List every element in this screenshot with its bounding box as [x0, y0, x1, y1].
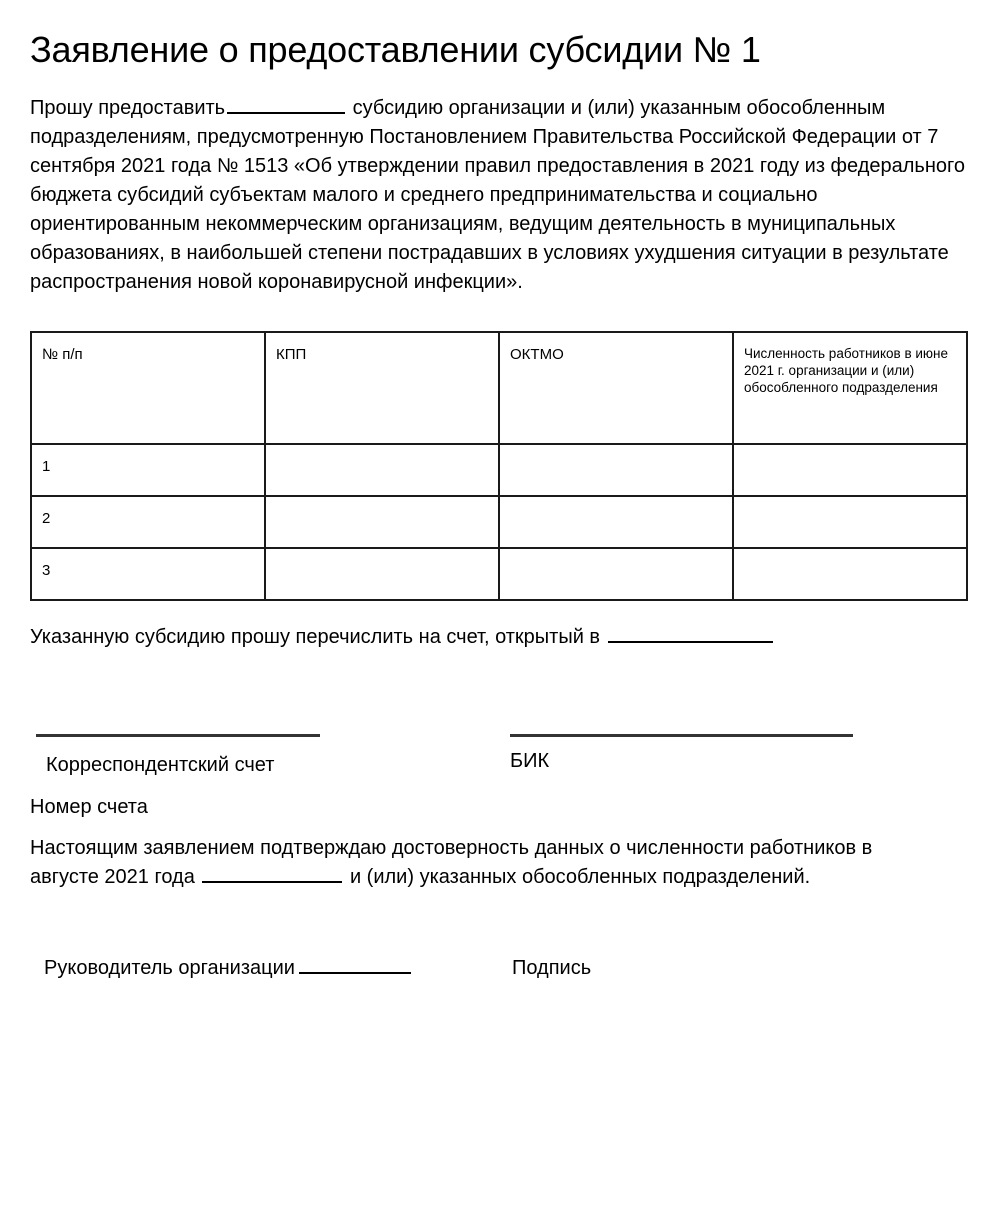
transfer-instruction — [30, 623, 970, 652]
intro-text-part2: субсидию организации и (или) указанным обособленным подразделениям, предусмотренную Постановлением Правительства Российской Федерации от 7 сентября 2021 года № 1513 «Об утверждении правил предоставления в 2021 году из федерального бюджета субсидий субъектам малого и среднего предпринимательства и социально ориентированным некоммерческим организациям, ведущим деятельность в муниципальных образованиях, в наибольшей степени пострадавших в условиях ухудшения ситуации в результате распространения новой коронавирусной инфекции». — [30, 97, 965, 293]
table-cell-number — [31, 496, 265, 548]
transfer-instruction-text: Указанную субсидию прошу перечислить на счет, открытый в — [30, 626, 601, 648]
table-header-cell-employee-count — [733, 332, 967, 444]
table-header — [31, 332, 967, 444]
table-cell-oktmo[interactable] — [499, 496, 733, 548]
table-cell-value-kpp — [276, 509, 488, 528]
table-cell-value-oktmo — [510, 561, 722, 580]
bank-details-block — [30, 696, 970, 826]
bank-name-blank[interactable] — [608, 626, 773, 643]
intro-text-part1: Прошу предоставить — [30, 97, 226, 119]
correspondent-account-label: Корреспондентский счет — [46, 754, 275, 776]
table-cell-kpp[interactable] — [265, 548, 499, 600]
bik-rule[interactable] — [510, 734, 853, 737]
page-title: Заявление о предоставлении субсидии № 1 — [30, 29, 761, 70]
employee-count-blank[interactable] — [202, 866, 342, 883]
subsidy-type-blank[interactable] — [227, 97, 345, 114]
table-cell-value-employee-count — [744, 457, 956, 476]
confirmation-paragraph — [30, 834, 930, 892]
table-cell-number — [31, 444, 265, 496]
table-header-label-kpp: КПП — [276, 346, 307, 363]
table-cell-value-employee-count — [744, 561, 956, 580]
table-cell-value-number: 2 — [42, 510, 51, 527]
table-cell-value-employee-count — [744, 509, 956, 528]
table-cell-value-kpp — [276, 561, 488, 580]
table-row — [31, 444, 967, 496]
table-header-label-number: № п/п — [42, 346, 83, 363]
table-cell-value-number: 1 — [42, 458, 51, 475]
correspondent-account-rule[interactable] — [36, 734, 320, 737]
table-cell-value-kpp — [276, 457, 488, 476]
table-cell-employee-count[interactable] — [733, 548, 967, 600]
table-header-row — [31, 332, 967, 444]
table-header-cell-number — [31, 332, 265, 444]
table-header-label-employee-count: Численность работников в июне 2021 г. организации и (или) обособленного подразделения — [744, 346, 948, 395]
table-cell-kpp[interactable] — [265, 496, 499, 548]
table-cell-value-oktmo — [510, 509, 722, 528]
table-cell-employee-count[interactable] — [733, 444, 967, 496]
confirmation-text-part2: и (или) указанных обособленных подразделений. — [349, 866, 811, 888]
account-number-label: Номер счета — [30, 796, 148, 818]
head-of-organization-label: Руководитель организации — [44, 957, 295, 979]
table-cell-oktmo[interactable] — [499, 548, 733, 600]
table-row — [31, 496, 967, 548]
table-row — [31, 548, 967, 600]
table-cell-value-number: 3 — [42, 562, 51, 579]
table-body — [31, 444, 967, 600]
table-cell-employee-count[interactable] — [733, 496, 967, 548]
table-cell-value-oktmo — [510, 457, 722, 476]
table-header-label-oktmo: ОКТМО — [510, 346, 564, 363]
table-cell-kpp[interactable] — [265, 444, 499, 496]
branches-table — [30, 331, 968, 601]
table-header-cell-kpp — [265, 332, 499, 444]
table-header-cell-oktmo — [499, 332, 733, 444]
bik-label: БИК — [510, 750, 550, 772]
table-cell-oktmo[interactable] — [499, 444, 733, 496]
signature-label: Подпись — [512, 957, 592, 979]
intro-paragraph — [30, 94, 970, 297]
head-of-organization-blank[interactable] — [299, 958, 411, 974]
confirmation-text-part1: Настоящим заявлением подтверждаю достоверность данных о численности работников в августе 2021 года — [30, 837, 873, 888]
table-cell-number — [31, 548, 265, 600]
signature-row — [30, 954, 970, 994]
head-of-organization-field — [44, 954, 411, 982]
